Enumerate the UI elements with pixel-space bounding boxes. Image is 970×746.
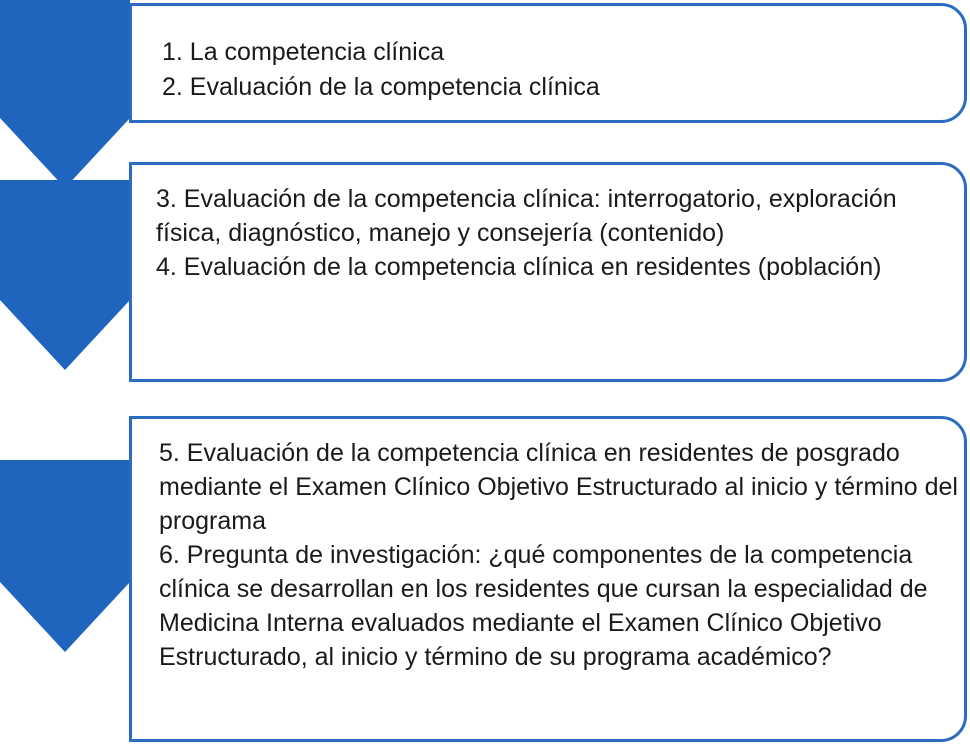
step-box-1: [129, 3, 967, 123]
step-box-2: [129, 162, 967, 382]
step-3-item-2: 6. Pregunta de investigación: ¿qué componentes de la competencia clínica se desarrollan en los residentes que cursan la especialidad de Medicina Interna evaluados mediante el Examen Clínico Objetivo Estructurado, al inicio y término de su programa académico?: [159, 541, 928, 671]
step-2-item-2: 4. Evaluación de la competencia clínica en residentes (población): [156, 253, 882, 281]
chevron-3: [0, 460, 130, 652]
step-1-item-1: 1. La competencia clínica: [162, 38, 445, 66]
step-3-item-1: 5. Evaluación de la competencia clínica en residentes de posgrado mediante el Examen Clínico Objetivo Estructurado al inicio y término del programa: [159, 439, 958, 535]
chevron-2: [0, 180, 130, 370]
chevron-1: [0, 0, 130, 188]
step-2-item-1: 3. Evaluación de la competencia clínica: interrogatorio, exploración física, diagnóstico, manejo y consejería (contenido): [156, 185, 897, 247]
step-box-3: [129, 416, 967, 742]
step-1-item-2: 2. Evaluación de la competencia clínica: [162, 73, 600, 101]
